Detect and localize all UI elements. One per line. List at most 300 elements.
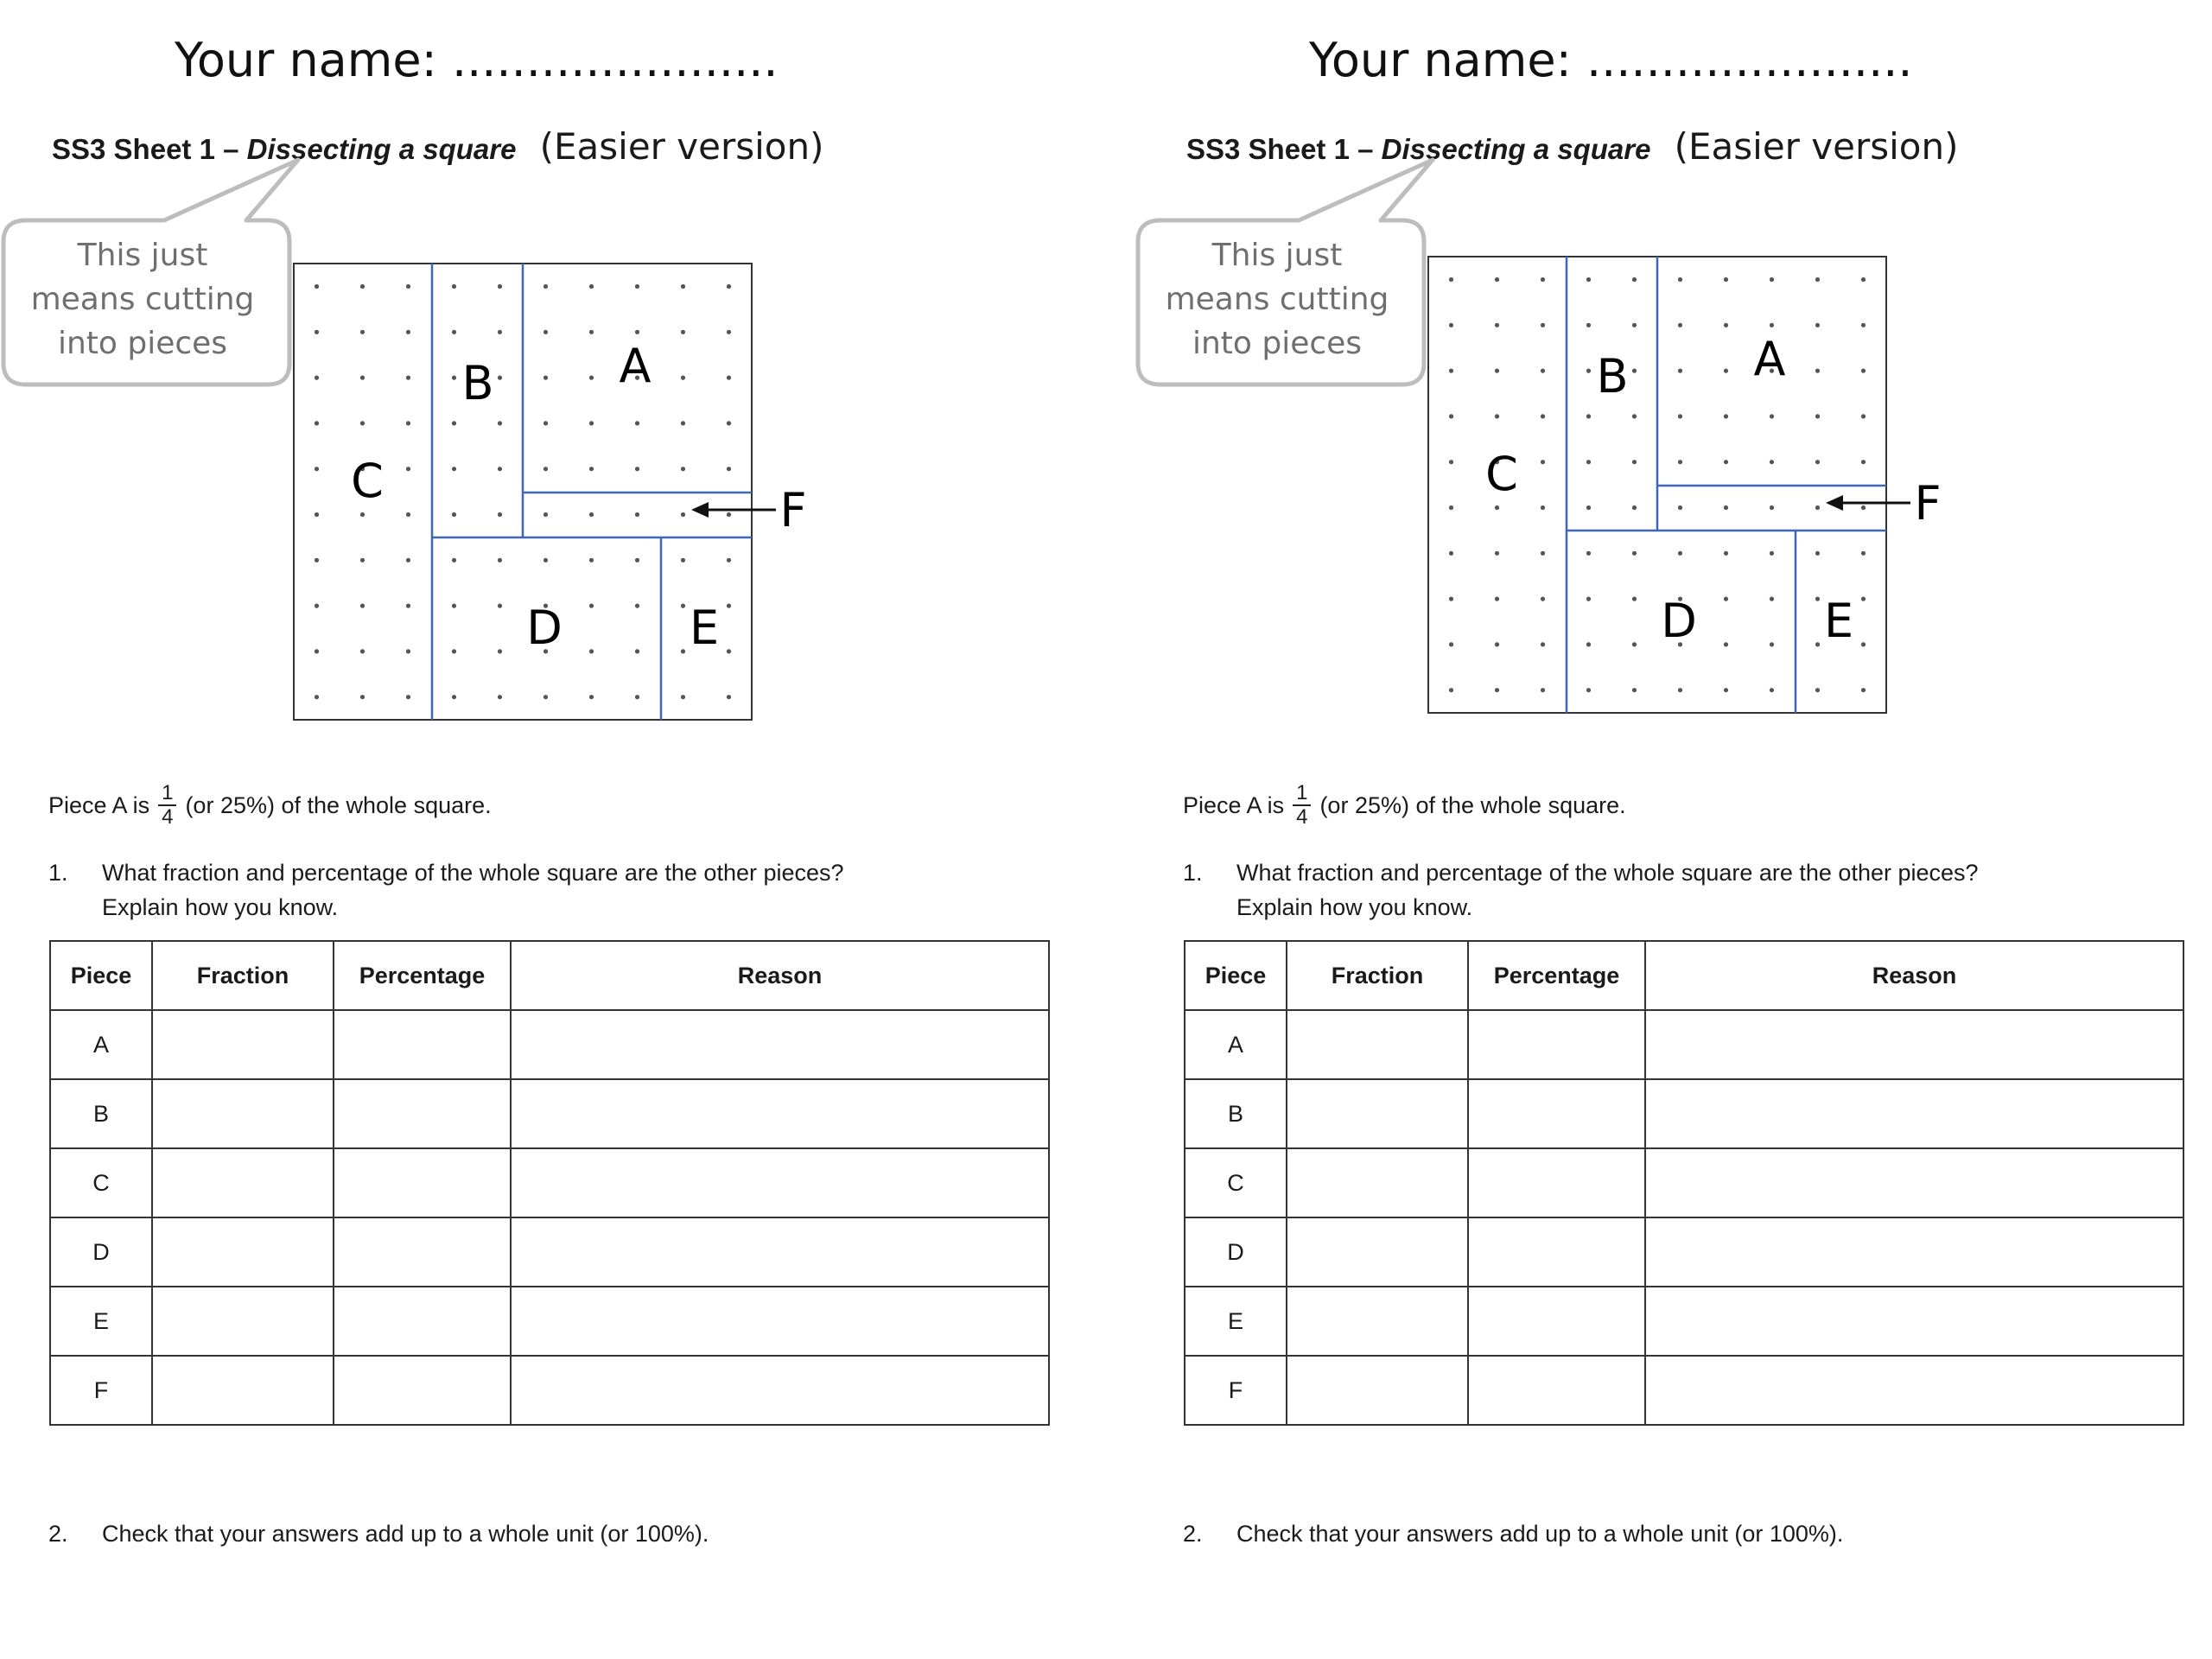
grid-dot [1770, 323, 1774, 327]
grid-dot [1861, 505, 1866, 510]
question-1 [48, 855, 844, 925]
grid-dot [1586, 505, 1591, 510]
sheet-number: Sheet 1 – [113, 133, 239, 165]
reason-cell[interactable] [1645, 1356, 2183, 1425]
grid-dot [1770, 688, 1774, 692]
grid-dot [635, 604, 639, 608]
grid-dot [1541, 460, 1545, 464]
grid-dot [1724, 323, 1728, 327]
reason-cell[interactable] [1645, 1287, 2183, 1356]
grid-dot [1861, 551, 1866, 556]
grid-dot [681, 376, 685, 380]
grid-dot [681, 512, 685, 517]
grid-dot [1724, 505, 1728, 510]
fraction-cell[interactable] [1287, 1287, 1468, 1356]
grid-dot [543, 467, 548, 471]
grid-dot [360, 604, 365, 608]
piece-c-label: C [1485, 447, 1518, 501]
grid-dot [1449, 505, 1453, 510]
grid-dot [543, 512, 548, 517]
question-line: What fraction and percentage of the whole square are the other pieces? [102, 860, 844, 886]
grid-dot [452, 330, 456, 334]
fraction-cell[interactable] [152, 1356, 334, 1425]
grid-dot [1815, 688, 1820, 692]
percentage-cell[interactable] [334, 1010, 511, 1079]
grid-dot [1449, 369, 1453, 373]
grid-dot [635, 695, 639, 699]
grid-dot [1495, 688, 1499, 692]
grid-dot [406, 467, 410, 471]
callout-text [0, 233, 285, 365]
grid-dot [406, 421, 410, 425]
grid-dot [1449, 414, 1453, 418]
piece-cell: B [50, 1079, 152, 1148]
grid-dot [727, 330, 731, 334]
piece-cell: D [1185, 1217, 1287, 1287]
reason-cell[interactable] [1645, 1217, 2183, 1287]
grid-dot [452, 421, 456, 425]
grid-dot [406, 284, 410, 289]
grid-dot [1724, 369, 1728, 373]
grid-dot [1495, 323, 1499, 327]
grid-dot [727, 284, 731, 289]
grid-dot [543, 284, 548, 289]
grid-dot [1449, 277, 1453, 282]
grid-dot [406, 695, 410, 699]
grid-dot [727, 604, 731, 608]
intro-text-after: (or 25%) of the whole square. [185, 791, 492, 818]
grid-dot [498, 467, 502, 471]
grid-dot [1495, 597, 1499, 601]
grid-dot [589, 330, 594, 334]
table-row [50, 1287, 1049, 1356]
grid-dot [360, 649, 365, 653]
piece-a-label: A [1753, 332, 1786, 386]
grid-dot [1678, 551, 1682, 556]
grid-dot [498, 376, 502, 380]
fraction-cell[interactable] [1287, 1217, 1468, 1287]
table-row [50, 1148, 1049, 1217]
grid-dot [1770, 642, 1774, 646]
grid-dot [1632, 414, 1637, 418]
sheet-code: SS3 [1186, 133, 1241, 165]
reason-cell[interactable] [511, 1287, 1049, 1356]
fraction-denominator: 4 [1296, 805, 1308, 829]
column-header: Reason [511, 941, 1049, 1010]
grid-dot [1632, 688, 1637, 692]
grid-dot [589, 695, 594, 699]
question-2 [1183, 1521, 1843, 1548]
table-header-row [50, 941, 1049, 1010]
grid-dot [727, 467, 731, 471]
callout-line: This just [1211, 238, 1343, 273]
sheet-number: Sheet 1 – [1248, 133, 1374, 165]
grid-dot [452, 284, 456, 289]
grid-dot [1495, 642, 1499, 646]
sheet-topic: Dissecting a square [246, 133, 517, 165]
grid-dot [635, 284, 639, 289]
grid-dot [360, 558, 365, 563]
piece-f-label: F [1914, 476, 1942, 531]
grid-dot [1724, 414, 1728, 418]
grid-dot [360, 376, 365, 380]
arrow-left-icon [691, 502, 776, 518]
question-number: 2. [48, 1521, 68, 1547]
grid-dot [727, 376, 731, 380]
grid-dot [681, 649, 685, 653]
grid-dot [498, 604, 502, 608]
grid-dot [727, 558, 731, 563]
reason-cell[interactable] [511, 1010, 1049, 1079]
grid-dot [1541, 505, 1545, 510]
piece-a-label: A [619, 339, 652, 393]
sheet-topic: Dissecting a square [1381, 133, 1651, 165]
table-row [1185, 1148, 2183, 1217]
percentage-cell[interactable] [1468, 1217, 1645, 1287]
question-number: 2. [1183, 1521, 1203, 1547]
grid-dot [635, 330, 639, 334]
grid-dot [1815, 414, 1820, 418]
grid-dot [681, 284, 685, 289]
name-prompt: Your name: ...................... [175, 33, 779, 87]
percentage-cell[interactable] [1468, 1287, 1645, 1356]
grid-dot [1861, 597, 1866, 601]
reason-cell[interactable] [511, 1356, 1049, 1425]
fraction-cell[interactable] [1287, 1148, 1468, 1217]
grid-dot [1861, 688, 1866, 692]
grid-dot [1815, 369, 1820, 373]
grid-dot [498, 649, 502, 653]
grid-dot [635, 421, 639, 425]
grid-dot [1724, 460, 1728, 464]
grid-dot [1586, 688, 1591, 692]
question-line: What fraction and percentage of the whole square are the other pieces? [1236, 860, 1979, 886]
dissected-square-diagram [1424, 252, 1977, 719]
grid-dot [635, 558, 639, 563]
piece-cell: E [1185, 1287, 1287, 1356]
piece-c-label: C [351, 454, 384, 508]
table-header-row [1185, 941, 2183, 1010]
fraction-cell[interactable] [1287, 1356, 1468, 1425]
grid-dot [589, 649, 594, 653]
grid-dot [498, 558, 502, 563]
reason-cell[interactable] [1645, 1079, 2183, 1148]
question-2 [48, 1521, 709, 1548]
grid-dot [406, 376, 410, 380]
grid-dot [1815, 597, 1820, 601]
grid-dot [1449, 688, 1453, 692]
grid-dot [406, 604, 410, 608]
grid-dot [681, 604, 685, 608]
percentage-cell[interactable] [1468, 1356, 1645, 1425]
callout-line: means cutting [30, 282, 255, 317]
grid-dot [1724, 688, 1728, 692]
grid-dot [1541, 323, 1545, 327]
grid-dot [1586, 277, 1591, 282]
grid-dot [452, 558, 456, 563]
intro-statement [1183, 782, 1626, 829]
question-line: Explain how you know. [102, 894, 339, 920]
grid-dot [1495, 277, 1499, 282]
grid-dot [1586, 369, 1591, 373]
grid-dot [360, 284, 365, 289]
grid-dot [315, 330, 319, 334]
grid-dot [360, 330, 365, 334]
grid-dot [452, 649, 456, 653]
grid-dot [1495, 414, 1499, 418]
dissected-square-diagram [289, 259, 842, 726]
grid-dot [1586, 551, 1591, 556]
version-label: (Easier version) [539, 125, 824, 168]
callout-text [1135, 233, 1420, 365]
grid-dot [635, 649, 639, 653]
grid-dot [1861, 369, 1866, 373]
piece-d-label: D [1661, 594, 1697, 648]
grid-dot [543, 376, 548, 380]
grid-dot [498, 330, 502, 334]
grid-dot [406, 330, 410, 334]
piece-cell: F [50, 1356, 152, 1425]
grid-dot [1586, 460, 1591, 464]
question-number: 1. [48, 860, 68, 886]
grid-dot [1678, 323, 1682, 327]
grid-dot [498, 284, 502, 289]
piece-cell: C [1185, 1148, 1287, 1217]
callout-line: means cutting [1165, 282, 1389, 317]
piece-f-label: F [779, 483, 807, 537]
grid-dot [1495, 369, 1499, 373]
grid-dot [315, 512, 319, 517]
grid-dot [406, 558, 410, 563]
grid-dot [1541, 551, 1545, 556]
grid-dot [1449, 642, 1453, 646]
percentage-cell[interactable] [334, 1356, 511, 1425]
grid-dot [1495, 551, 1499, 556]
grid-dot [1632, 597, 1637, 601]
column-header: Piece [1185, 941, 1287, 1010]
percentage-cell[interactable] [334, 1287, 511, 1356]
grid-dot [1815, 505, 1820, 510]
grid-dot [498, 695, 502, 699]
grid-dot [543, 330, 548, 334]
grid-dot [1632, 505, 1637, 510]
grid-dot [452, 467, 456, 471]
fraction-numerator: 1 [158, 782, 176, 806]
percentage-cell[interactable] [1468, 1010, 1645, 1079]
grid-dot [1449, 551, 1453, 556]
grid-dot [589, 558, 594, 563]
grid-dot [1861, 414, 1866, 418]
callout-line: This just [77, 238, 208, 273]
piece-b-label: B [1596, 349, 1629, 404]
grid-dot [543, 695, 548, 699]
grid-dot [360, 512, 365, 517]
intro-text-before: Piece A is [1183, 791, 1285, 818]
grid-dot [452, 695, 456, 699]
table-row [50, 1079, 1049, 1148]
callout-line: into pieces [1192, 326, 1363, 361]
grid-dot [681, 421, 685, 425]
grid-dot [1541, 642, 1545, 646]
grid-dot [1632, 551, 1637, 556]
grid-dot [681, 695, 685, 699]
fraction-cell[interactable] [152, 1217, 334, 1287]
grid-dot [498, 512, 502, 517]
name-prompt: Your name: ...................... [1309, 33, 1913, 87]
grid-dot [1632, 460, 1637, 464]
grid-dot [1678, 277, 1682, 282]
reason-cell[interactable] [511, 1148, 1049, 1217]
grid-dot [498, 421, 502, 425]
grid-dot [1632, 323, 1637, 327]
question-text: Check that your answers add up to a whole unit (or 100%). [102, 1521, 709, 1547]
grid-dot [1770, 414, 1774, 418]
grid-dot [589, 512, 594, 517]
grid-dot [1678, 505, 1682, 510]
grid-dot [1586, 414, 1591, 418]
piece-cell: E [50, 1287, 152, 1356]
grid-dot [1632, 277, 1637, 282]
grid-dot [1724, 277, 1728, 282]
grid-dot [681, 467, 685, 471]
table-row [1185, 1356, 2183, 1425]
answer-table [49, 940, 1050, 1426]
question-number: 1. [1183, 860, 1203, 886]
grid-dot [1815, 277, 1820, 282]
column-header: Fraction [152, 941, 334, 1010]
grid-dot [589, 376, 594, 380]
worksheet-left [0, 0, 1089, 1659]
piece-d-label: D [526, 601, 563, 655]
reason-cell[interactable] [1645, 1010, 2183, 1079]
grid-dot [1678, 414, 1682, 418]
grid-dot [1678, 688, 1682, 692]
grid-dot [1449, 323, 1453, 327]
column-header: Fraction [1287, 941, 1468, 1010]
percentage-cell[interactable] [334, 1217, 511, 1287]
fraction-cell[interactable] [152, 1287, 334, 1356]
grid-dot [406, 649, 410, 653]
grid-dot [1678, 460, 1682, 464]
grid-dot [1541, 688, 1545, 692]
intro-text-after: (or 25%) of the whole square. [1319, 791, 1626, 818]
table-row [1185, 1010, 2183, 1079]
grid-dot [1724, 551, 1728, 556]
fraction-one-quarter [1293, 782, 1311, 829]
grid-dot [1586, 597, 1591, 601]
fraction-cell[interactable] [1287, 1010, 1468, 1079]
reason-cell[interactable] [1645, 1148, 2183, 1217]
reason-cell[interactable] [511, 1217, 1049, 1287]
fraction-cell[interactable] [152, 1148, 334, 1217]
grid-dot [1541, 277, 1545, 282]
grid-dot [315, 376, 319, 380]
table-row [1185, 1287, 2183, 1356]
grid-dot [1770, 505, 1774, 510]
piece-cell: A [1185, 1010, 1287, 1079]
grid-dot [406, 512, 410, 517]
percentage-cell[interactable] [334, 1148, 511, 1217]
grid-dot [1724, 597, 1728, 601]
callout-line: into pieces [57, 326, 228, 361]
table-row [1185, 1217, 2183, 1287]
grid-dot [360, 695, 365, 699]
fraction-cell[interactable] [1287, 1079, 1468, 1148]
percentage-cell[interactable] [334, 1079, 511, 1148]
grid-dot [589, 284, 594, 289]
column-header: Reason [1645, 941, 2183, 1010]
question-text: Check that your answers add up to a whole unit (or 100%). [1236, 1521, 1844, 1547]
table-row [50, 1010, 1049, 1079]
grid-dot [727, 421, 731, 425]
grid-dot [1632, 642, 1637, 646]
grid-dot [727, 695, 731, 699]
grid-dot [1541, 597, 1545, 601]
intro-text-before: Piece A is [48, 791, 150, 818]
grid-dot [315, 421, 319, 425]
grid-dot [727, 512, 731, 517]
reason-cell[interactable] [511, 1079, 1049, 1148]
grid-dot [1770, 551, 1774, 556]
grid-dot [1449, 460, 1453, 464]
grid-dot [315, 558, 319, 563]
fraction-numerator: 1 [1293, 782, 1311, 806]
column-header: Piece [50, 941, 152, 1010]
fraction-cell[interactable] [152, 1079, 334, 1148]
table-row [50, 1356, 1049, 1425]
grid-dot [1861, 642, 1866, 646]
percentage-cell[interactable] [1468, 1148, 1645, 1217]
question-1 [1183, 855, 1979, 925]
worksheet-right [1135, 0, 2212, 1659]
grid-dot [589, 467, 594, 471]
grid-dot [315, 604, 319, 608]
table-row [50, 1217, 1049, 1287]
grid-dot [681, 330, 685, 334]
fraction-cell[interactable] [152, 1010, 334, 1079]
grid-dot [1678, 369, 1682, 373]
grid-dot [681, 558, 685, 563]
percentage-cell[interactable] [1468, 1079, 1645, 1148]
grid-dot [315, 467, 319, 471]
grid-dot [1632, 369, 1637, 373]
column-header: Percentage [1468, 941, 1645, 1010]
piece-cell: B [1185, 1079, 1287, 1148]
column-header: Percentage [334, 941, 511, 1010]
grid-dot [1770, 460, 1774, 464]
grid-dot [1724, 642, 1728, 646]
fraction-denominator: 4 [162, 805, 174, 829]
grid-dot [1541, 414, 1545, 418]
grid-dot [1815, 460, 1820, 464]
answer-table [1184, 940, 2184, 1426]
grid-dot [1770, 597, 1774, 601]
grid-dot [727, 649, 731, 653]
table-row [1185, 1079, 2183, 1148]
piece-e-label: E [1823, 594, 1854, 648]
grid-dot [452, 604, 456, 608]
grid-dot [452, 512, 456, 517]
grid-dot [315, 649, 319, 653]
grid-dot [1541, 369, 1545, 373]
grid-dot [589, 421, 594, 425]
grid-dot [315, 695, 319, 699]
grid-dot [1861, 460, 1866, 464]
intro-statement [48, 782, 492, 829]
grid-dot [543, 558, 548, 563]
grid-dot [1586, 642, 1591, 646]
arrow-left-icon [1826, 495, 1910, 511]
